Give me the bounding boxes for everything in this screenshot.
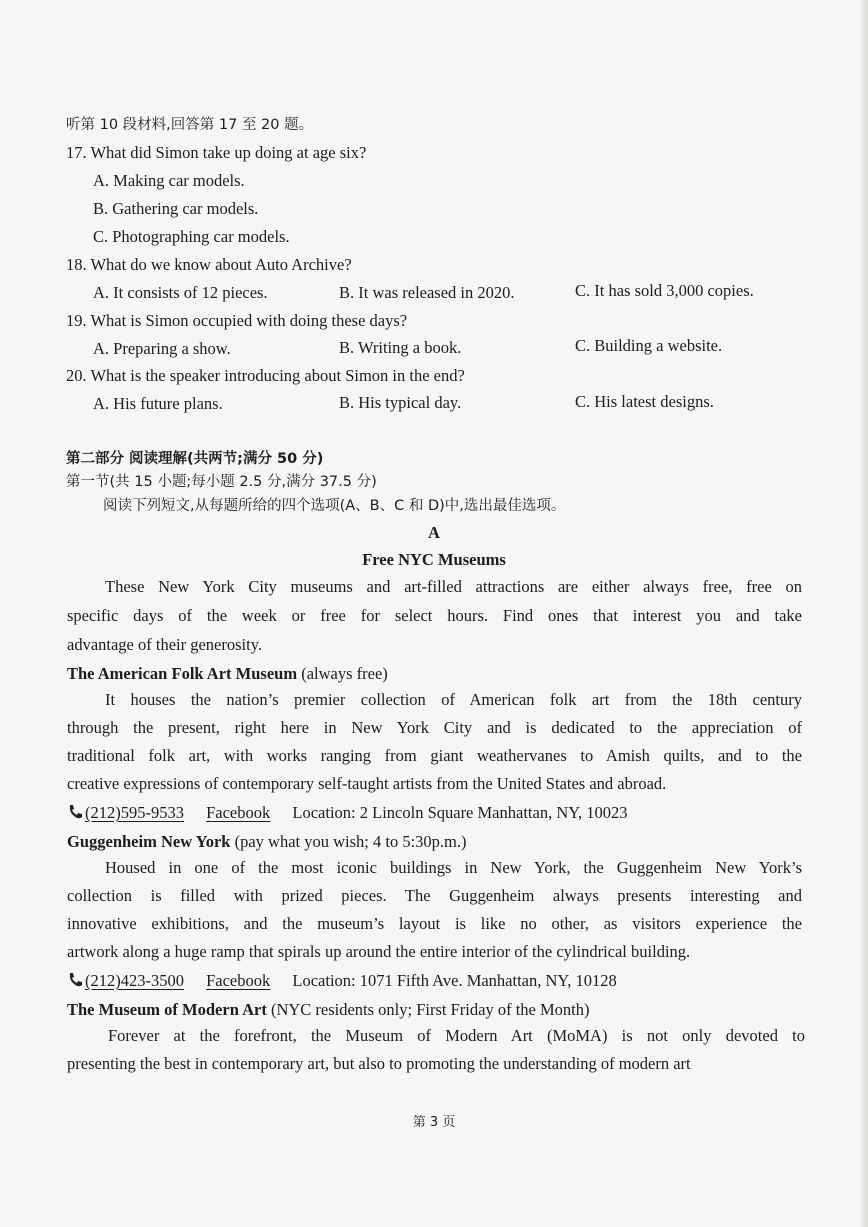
museum-2-name: Guggenheim New York bbox=[67, 832, 231, 851]
museum-1-note: (always free) bbox=[297, 664, 388, 683]
q19-option-a: A. Preparing a show. bbox=[93, 339, 231, 358]
q20-option-c: C. His latest designs. bbox=[575, 392, 714, 411]
intro-line-2: specific days of the week or free for select hours. Find ones that interest you and take bbox=[67, 606, 802, 625]
question-20: 20. What is the speaker introducing about Simon in the end? bbox=[66, 366, 465, 385]
q19-option-b: B. Writing a book. bbox=[339, 338, 462, 357]
museum-1-heading bbox=[67, 663, 388, 685]
museum-2-body-3: innovative exhibitions, and the museum’s layout is like no other, as visitors experience the bbox=[67, 914, 802, 933]
part2-title: 第二部分 阅读理解(共两节;满分 50 分) bbox=[66, 451, 324, 467]
museum-2-phone[interactable]: (212)423-3500 bbox=[85, 971, 184, 990]
museum-1-body-4: creative expressions of contemporary self-taught artists from the United States and abroad. bbox=[67, 774, 667, 793]
part2-section1: 第一节(共 15 小题;每小题 2.5 分,满分 37.5 分) bbox=[66, 474, 377, 490]
intro-line-1: These New York City museums and art-filled attractions are either always free, free on bbox=[105, 577, 802, 596]
museum-2-body-1: Housed in one of the most iconic buildings in New York, the Guggenheim New York’s bbox=[105, 858, 802, 877]
question-17: 17. What did Simon take up doing at age six? bbox=[66, 143, 367, 162]
museum-1-contact bbox=[67, 802, 628, 824]
part2-instruction: 阅读下列短文,从每题所给的四个选项(A、B、C 和 D)中,选出最佳选项。 bbox=[103, 498, 566, 514]
museum-2-contact bbox=[67, 970, 617, 992]
museum-3-name: The Museum of Modern Art bbox=[67, 1000, 267, 1019]
intro-line-3: advantage of their generosity. bbox=[67, 635, 263, 654]
museum-2-body-4: artwork along a huge ramp that spirals up around the entire interior of the cylindrical building. bbox=[67, 942, 691, 961]
q17-option-a: A. Making car models. bbox=[93, 171, 245, 190]
museum-2-facebook-link[interactable]: Facebook bbox=[206, 971, 271, 990]
museum-2-body-2: collection is filled with prized pieces. The Guggenheim always presents interesting and bbox=[67, 886, 802, 905]
q18-option-a: A. It consists of 12 pieces. bbox=[93, 283, 268, 302]
museum-1-phone[interactable]: (212)595-9533 bbox=[85, 803, 184, 822]
museum-3-note: (NYC residents only; First Friday of the Month) bbox=[266, 1000, 590, 1019]
page-number: 第 3 页 bbox=[412, 1115, 456, 1130]
museum-3-heading bbox=[67, 999, 589, 1021]
passage-title: Free NYC Museums bbox=[362, 550, 506, 569]
phone-icon bbox=[67, 804, 83, 820]
q18-option-b: B. It was released in 2020. bbox=[339, 283, 515, 302]
museum-1-body-1: It houses the nation’s premier collection of American folk art from the 18th century bbox=[105, 690, 802, 709]
q20-option-b: B. His typical day. bbox=[339, 393, 462, 412]
museum-3-body-2: presenting the best in contemporary art, but also to promoting the understanding of modern art bbox=[67, 1054, 691, 1073]
museum-3-body-1: Forever at the forefront, the Museum of Modern Art (MoMA) is not only devoted to bbox=[108, 1026, 805, 1045]
museum-1-body-3: traditional folk art, with works ranging from giant weathervanes to Amish quilts, and to the bbox=[67, 746, 802, 765]
section-header: 听第 10 段材料,回答第 17 至 20 题。 bbox=[66, 117, 314, 133]
question-18: 18. What do we know about Auto Archive? bbox=[66, 255, 352, 274]
museum-1-name: The American Folk Art Museum bbox=[67, 664, 298, 683]
museum-1-location: Location: 2 Lincoln Square Manhattan, NY, 10023 bbox=[292, 803, 628, 822]
q18-option-c: C. It has sold 3,000 copies. bbox=[575, 281, 754, 300]
museum-2-note: (pay what you wish; 4 to 5:30p.m.) bbox=[230, 832, 467, 851]
q17-option-c: C. Photographing car models. bbox=[93, 227, 290, 246]
phone-icon bbox=[67, 972, 83, 988]
museum-1-facebook-link[interactable]: Facebook bbox=[206, 803, 271, 822]
q20-option-a: A. His future plans. bbox=[93, 394, 223, 413]
museum-1-body-2: through the present, right here in New York City and is dedicated to the appreciation of bbox=[67, 718, 802, 737]
scan-edge-shadow bbox=[860, 0, 868, 1227]
question-19: 19. What is Simon occupied with doing these days? bbox=[66, 311, 408, 330]
museum-2-heading bbox=[67, 831, 467, 853]
passage-letter: A bbox=[428, 523, 440, 542]
q19-option-c: C. Building a website. bbox=[575, 336, 723, 355]
q17-option-b: B. Gathering car models. bbox=[93, 199, 259, 218]
museum-2-location: Location: 1071 Fifth Ave. Manhattan, NY, 10128 bbox=[292, 971, 617, 990]
